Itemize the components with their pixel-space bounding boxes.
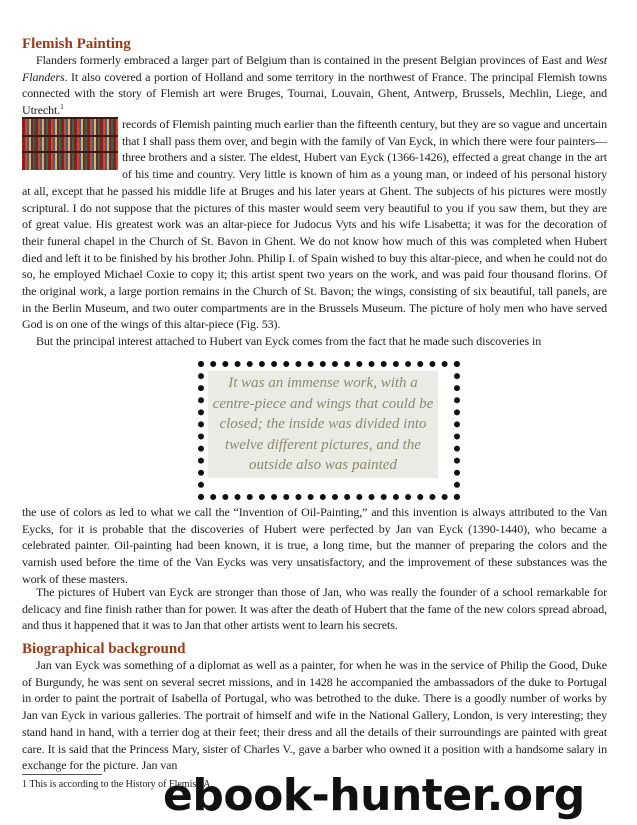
section-heading-flemish-painting: Flemish Painting bbox=[22, 36, 131, 52]
paragraph-flanders bbox=[22, 52, 607, 119]
bookshelf-thumbnail-image bbox=[22, 117, 118, 170]
paragraph-jan-van-eyck: Jan van Eyck was something of a diplomat as well as a painter, for when he was in the service of Philip the Good, Duke of Burgundy, he was sent on several secret missions, and in 1428 he accompanied the ambassadors of the duke to Portugal in order to paint the portrait of Isabella of Portugal, who was betrothed to the duke. There is a goodly number of works by Jan van Eyck in various galleries. The portrait of himself and wife in the National Gallery, London, is very interesting; they stand hand in hand, with a terrier dog at their feet; their dress and all the details of their surroundings are painted with great care. It is said that the Princess Mary, sister of Charles V., gave a barber who owned it a position with a handsome salary in exchange for the picture. Jan van bbox=[22, 658, 607, 773]
paragraph-flanders-text-a: Flanders formerly embraced a larger part of Belgium than is contained in the present Belgian provinces of East and bbox=[36, 53, 586, 67]
paragraph-flanders-text-b: . It also covered a portion of Holland and some territory in the northwest of France. The principal Flemish towns connected with the story of Flemish art were Bruges, Tournai, Louvain, Ghent, Antwerp, Brussels, Mechlin, Liege, and Utrecht. bbox=[22, 69, 607, 118]
paragraph-principal-interest: But the principal interest attached to Hubert van Eyck comes from the fact that he made such discoveries in bbox=[36, 334, 542, 348]
section-heading-biographical-background: Biographical background bbox=[22, 641, 186, 657]
footnote-reference: 1 bbox=[60, 103, 64, 112]
watermark-logo: ebook-hunter.org bbox=[163, 770, 585, 821]
paragraph-van-eyck: records of Flemish painting much earlier than the fifteenth century, but they are so vague and uncertain that I shall pass them over, and begin with the family of Van Eyck, in which there were four painters—three brothers and a sister. The eldest, Hubert van Eyck (1366-1426), effected a great change in the art of his time and country. Very little is known of him as a young man, or indeed of his personal history at all, except that he passed his middle life at Bruges and his later years at Ghent. The subjects of his pictures were mostly scriptural. I do not suppose that the pictures of this master would seem very beautiful to you if you saw them, but they are of great value. His greatest work was an altar-piece for Judocus Vyts and his wife Lisabetta; it was for the decoration of their funeral chapel in the Church of St. Bavon in Ghent. We do not know how much of this was completed when Hubert died and left it to be finished by his brother John. Philip I. of Spain wished to buy this altar-piece, and when he could not do so, he employed Michael Coxie to copy it; this artist spent two years on the work, and was paid four thousand florins. Of the original work, a large portion remains in the Church of St. Bavon; the wings, consisting of six beautiful, tall panels, are in the Berlin Museum, and two outer compartments are in the Brussels Museum. The picture of holy men who have served God is on one of the wings of this altar-piece (Fig. 53). bbox=[22, 117, 607, 332]
pullquote-box bbox=[208, 371, 438, 478]
paragraph-hubert-jan: The pictures of Hubert van Eyck are stronger than those of Jan, who was really the founder of a school remarkable for delicacy and fine finish rather than for power. It was after the death of Hubert that the fame of the new colors spread abroad, and thus it happened that it was to Jan that other artists went to learn his secrets. bbox=[22, 585, 607, 633]
pullquote-text: It was an immense work, with a centre-piece and wings that could be closed; the inside was divided into twelve different pictures, and the outside also was painted bbox=[212, 375, 434, 474]
paragraph-oil-painting: the use of colors as led to what we call the “Invention of Oil-Painting,” and this invention is always attributed to the Van Eycks, for it is probable that the discoveries of Hubert were perfected by Jan van Eyck (1390-1440), who became a celebrated painter. Oil-painting had been known, it is true, a long time, but the manner of preparing the colors and the varnish used before the time of the Van Eycks was very unsatisfactory, and the improvement of these substances was the work of these masters. bbox=[22, 505, 607, 586]
west-flanders-italic: West Flanders bbox=[22, 53, 607, 84]
footnote-divider bbox=[22, 774, 102, 775]
footnote: 1 This is according to the History of Flemish A bbox=[22, 779, 211, 790]
